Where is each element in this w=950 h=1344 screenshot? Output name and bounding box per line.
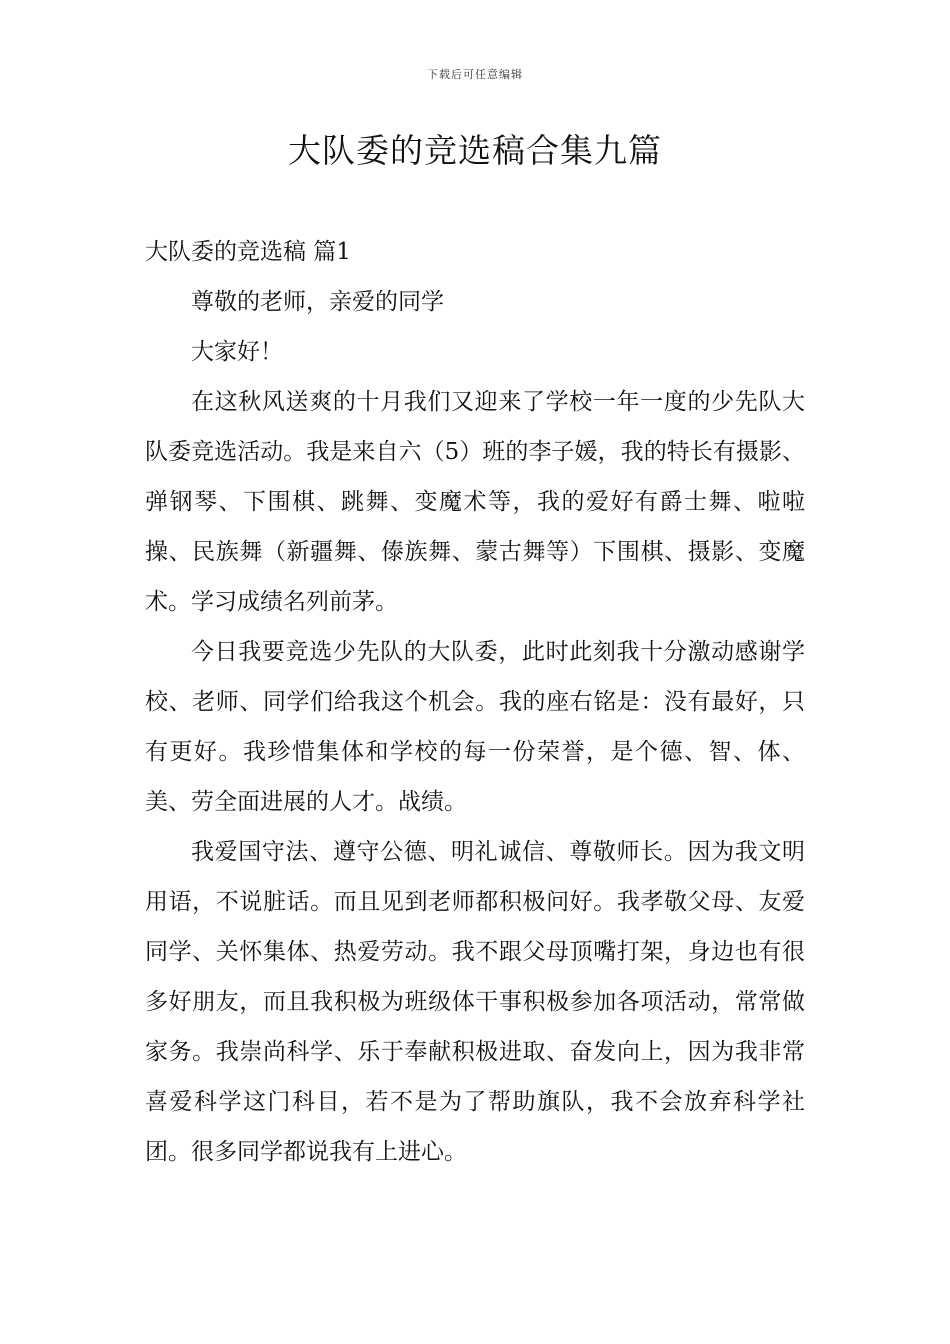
section-heading: 大队委的竞选稿 篇1 bbox=[145, 239, 351, 265]
document-body bbox=[145, 227, 805, 1177]
paragraph: 今日我要竞选少先队的大队委，此时此刻我十分激动感谢学校、老师、同学们给我这个机会。我的座右铭是：没有最好，只有更好。我珍惜集体和学校的每一份荣誉，是个德、智、体、美、劳全面进展的人才。战绩。 bbox=[145, 639, 805, 815]
salutation: 尊敬的老师，亲爱的同学 bbox=[191, 289, 444, 315]
paragraph: 在这秋风送爽的十月我们又迎来了学校一年一度的少先队大队委竞选活动。我是来自六（5）班的李子媛，我的特长有摄影、弹钢琴、下围棋、跳舞、变魔术等，我的爱好有爵士舞、啦啦操、民族舞（新疆舞、傣族舞、蒙古舞等）下围棋、摄影、变魔术。学习成绩名列前茅。 bbox=[145, 389, 805, 615]
header-note: 下载后可任意编辑 bbox=[427, 68, 523, 81]
greeting: 大家好！ bbox=[191, 339, 283, 365]
document-title: 大队委的竞选稿合集九篇 bbox=[288, 131, 662, 170]
paragraph: 我爱国守法、遵守公德、明礼诚信、尊敬师长。因为我文明用语，不说脏话。而且见到老师都积极问好。我孝敬父母、友爱同学、关怀集体、热爱劳动。我不跟父母顶嘴打架，身边也有很多好朋友，而且我积极为班级体干事积极参加各项活动，常常做家务。我崇尚科学、乐于奉献积极进取、奋发向上，因为我非常喜爱科学这门科目，若不是为了帮助旗队，我不会放弃科学社团。很多同学都说我有上进心。 bbox=[145, 839, 805, 1165]
